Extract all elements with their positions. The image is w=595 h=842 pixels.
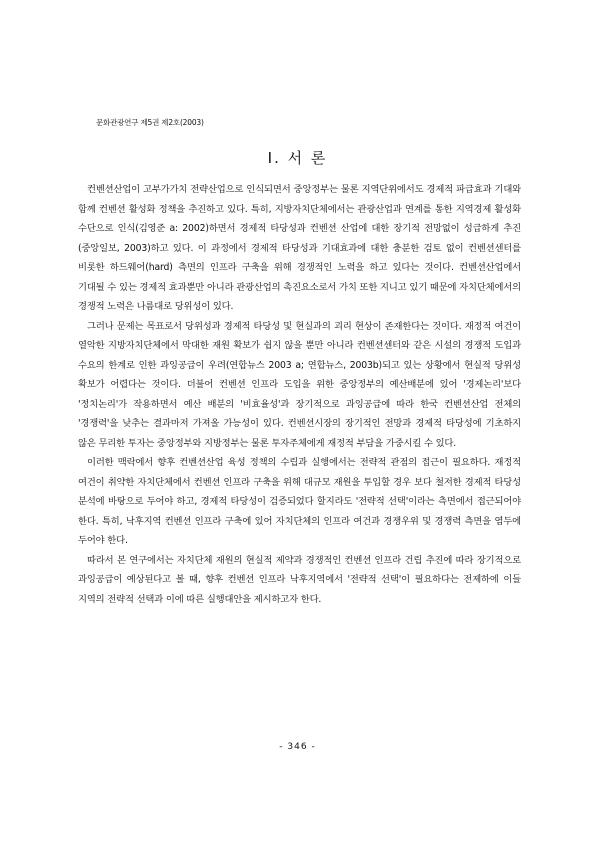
section-title: Ⅰ. 서 론: [267, 149, 328, 167]
body-text: [78, 180, 521, 609]
paragraph-3: 이러한 맥락에서 향후 컨벤션산업 육성 정책의 수립과 실행에서는 전략적 관점의 접근이 필요하다. 재정적 여건이 취약한 자치단체에서 컨벤션 인프라 구축을 위해 대규모 재원을 투입할 경우 보다 철저한 경제적 타당성 분석에 바탕으로 두어야 하고, 경제적 타당성이 검증되었다 할지라도 '전략적 선택'이라는 측면에서 접근되어야 한다. 특히, 낙후지역 컨벤션 인프라 구축에 있어 자치단체의 인프라 여건과 경쟁우위 및 경쟁력 측면을 염두에 두어야 한다.: [78, 457, 521, 546]
paragraph-2: 그러나 문제는 목표로서 당위성과 경제적 타당성 및 현실과의 괴리 현상이 존재한다는 것이다. 재정적 여건이 열악한 지방자치단체에서 막대한 재원 확보가 쉽지 않을 뿐만 아니라 컨벤션센터와 같은 시설의 경쟁적 도입과 수요의 한계로 인한 과잉공급이 우려(연합뉴스 2003 a; 연합뉴스, 2003b)되고 있는 상황에서 현실적 당위성 확보가 어렵다는 것이다. 더불어 컨벤션 인프라 도입을 위한 중앙정부의 예산배분에 있어 '경제논리'보다 '정치논리'가 작용하면서 예산 배분의 '비효율성'과 장기적으로 과잉공급에 따라 한국 컨벤션산업 전체의 '경쟁력'을 낮추는 결과마저 가져올 가능성이 있다. 컨벤션시장의 장기적인 전망과 경제적 타당성에 기초하지 않은 무리한 투자는 중앙정부와 지방정부는 물론 투자주체에게 재정적 부담을 가중시킬 수 있다.: [78, 320, 521, 449]
paragraph-1: 컨벤션산업이 고부가가치 전략산업으로 인식되면서 중앙정부는 물론 지역단위에서도 경제적 파급효과 기대와 함께 컨벤션 활성화 정책을 추진하고 있다. 특히, 지방자치단체에서는 관광산업과 연계를 통한 지역경제 활성화 수단으로 인식(김영준 a: 2002)하면서 경제적 타당성과 컨벤션 산업에 대한 장기적 전망없이 성급하게 추진(중앙일보, 2003)하고 있다. 이 과정에서 경제적 타당성과 기대효과에 대한 충분한 검토 없이 컨벤션센터를 비롯한 하드웨어(hard) 측면의 인프라 구축을 위해 경쟁적인 노력을 하고 있다는 것이다. 컨벤션산업에서 기대될 수 있는 경제적 효과뿐만 아니라 관광산업의 촉진요소로서 가치 또한 지니고 있기 때문에 자치단체에서의 경쟁적 노력은 나름대로 당위성이 있다.: [78, 184, 521, 312]
page-number: - 346 -: [279, 742, 316, 752]
running-header: 문화관광연구 제5권 제2호(2003): [96, 118, 204, 127]
paragraph-4: 따라서 본 연구에서는 자치단체 재원의 현실적 제약과 경쟁적인 컨벤션 인프라 건립 추진에 따라 장기적으로 과잉공급이 예상된다고 볼 때, 향후 컨벤션 인프라 낙후지역에서 '전략적 선택'이 필요하다는 전제하에 이들 지역의 전략적 선택과 이에 따른 실행대안을 제시하고자 한다.: [78, 554, 521, 605]
